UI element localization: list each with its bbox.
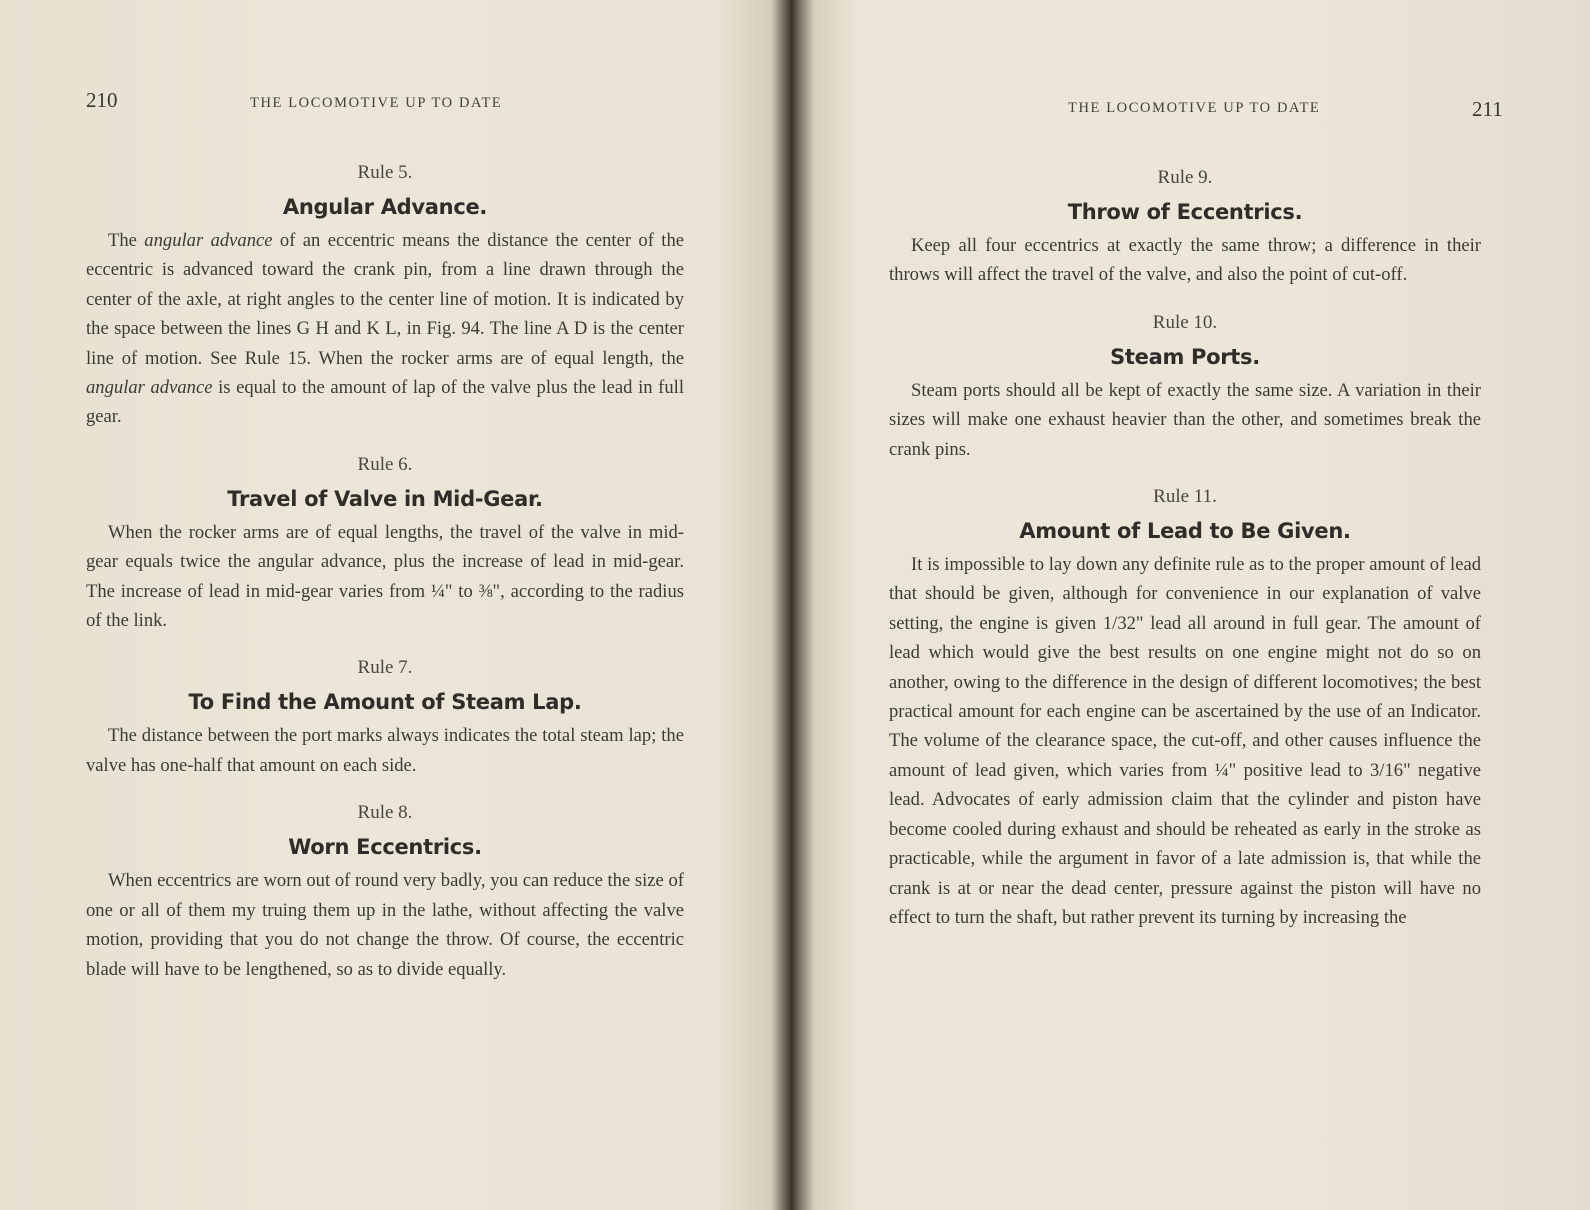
page-number: 210 xyxy=(86,88,118,112)
rule-section xyxy=(889,163,1481,290)
rule-title: Worn Eccentrics. xyxy=(288,835,482,860)
rule-number: Rule 9. xyxy=(1157,167,1213,188)
rule-body: It is impossible to lay down any definite rule as to the proper amount of lead that should be given, although for convenience in our explanation of valve setting, the engine is given 1/32" lead all around in full gear. The amount of lead which would give the best results on one engine might not do so on another, owing to the difference in the design of different locomotives; the best practical amount for each engine can be ascertained by the use of an Indicator. The volume of the clearance space, the cut-off, and other causes influence the amount of lead given, which varies from ¼" positive lead to 3/16" negative lead. Advocates of early admission claim that the cylinder and piston have become cooled during exhaust and should be reheated as early in the stroke as practicable, while the argument in favor of a late admission is, that while the crank is at or near the dead center, pressure against the piston will have no effect to turn the shaft, but rather prevent its turning by increasing the xyxy=(889,554,1481,928)
rule-body xyxy=(86,226,684,432)
rule-title: Travel of Valve in Mid-Gear. xyxy=(227,486,543,511)
right-page xyxy=(800,0,1590,1210)
running-head: THE LOCOMOTIVE UP TO DATE xyxy=(1068,100,1321,116)
rule-title: Angular Advance. xyxy=(282,195,488,219)
rule-body-text: The xyxy=(108,230,145,251)
page-number: 211 xyxy=(1472,97,1503,121)
left-page-content xyxy=(86,158,684,1002)
rule-number: Rule 10. xyxy=(1152,311,1218,333)
rule-body: Keep all four eccentrics at exactly the same throw; a difference in their throws will affect the travel of the valve, and also the point of cut-off. xyxy=(889,235,1481,286)
rule-title: Amount of Lead to Be Given. xyxy=(1019,519,1351,544)
rule-body-text: of an eccentric means the distance the center of the eccentric is advanced toward the crank pin, from a line drawn through the center of the axle, at right angles to the center line of motion. It is indicated by the space between the lines G H and K L, in Fig. 94. The line A D is the center line of motion. See Rule 15. When the rocker arms are of equal length, the xyxy=(86,230,685,369)
rule-title: To Find the Amount of Steam Lap. xyxy=(188,690,582,715)
rule-body: Steam ports should all be kept of exactly the same size. A variation in their sizes will make one exhaust heavier than the other, and sometimes break the crank pins. xyxy=(889,379,1481,460)
running-head: THE LOCOMOTIVE UP TO DATE xyxy=(250,95,503,111)
rule-section xyxy=(86,798,684,984)
rule-number: Rule 5. xyxy=(357,162,413,183)
rule-section xyxy=(86,450,684,636)
rule-body-text: is equal to the amount of lap of the valve plus the lead in full gear. xyxy=(86,377,684,428)
rule-title: Throw of Eccentrics. xyxy=(1067,200,1303,224)
rule-title: Steam Ports. xyxy=(1110,344,1260,369)
rule-body: The distance between the port marks always indicates the total steam lap; the valve has one-half that amount on each side. xyxy=(86,725,684,776)
rule-number: Rule 11. xyxy=(1153,486,1217,508)
right-page-content xyxy=(889,163,1481,950)
rule-body: When the rocker arms are of equal lengths, the travel of the valve in mid-gear equals twice the angular advance, plus the increase of lead in mid-gear. The increase of lead in mid-gear varies from ¼" to ⅜", according to the radius of the link. xyxy=(86,521,684,632)
rule-body-italic: angular advance xyxy=(144,230,273,251)
rule-section xyxy=(889,482,1481,932)
rule-number: Rule 8. xyxy=(357,802,413,824)
rule-body-italic: angular advance xyxy=(86,377,213,399)
rule-body: When eccentrics are worn out of round very badly, you can reduce the size of one or all of them my truing them up in the lathe, without affecting the valve motion, providing that you do not change the throw. Of course, the eccentric blade will have to be lengthened, so as to divide equally. xyxy=(86,870,684,980)
rule-number: Rule 6. xyxy=(357,453,413,475)
rule-section xyxy=(86,653,684,780)
rule-section xyxy=(889,308,1481,464)
rule-section xyxy=(86,158,684,432)
rule-number: Rule 7. xyxy=(357,657,413,679)
left-page xyxy=(0,0,790,1210)
